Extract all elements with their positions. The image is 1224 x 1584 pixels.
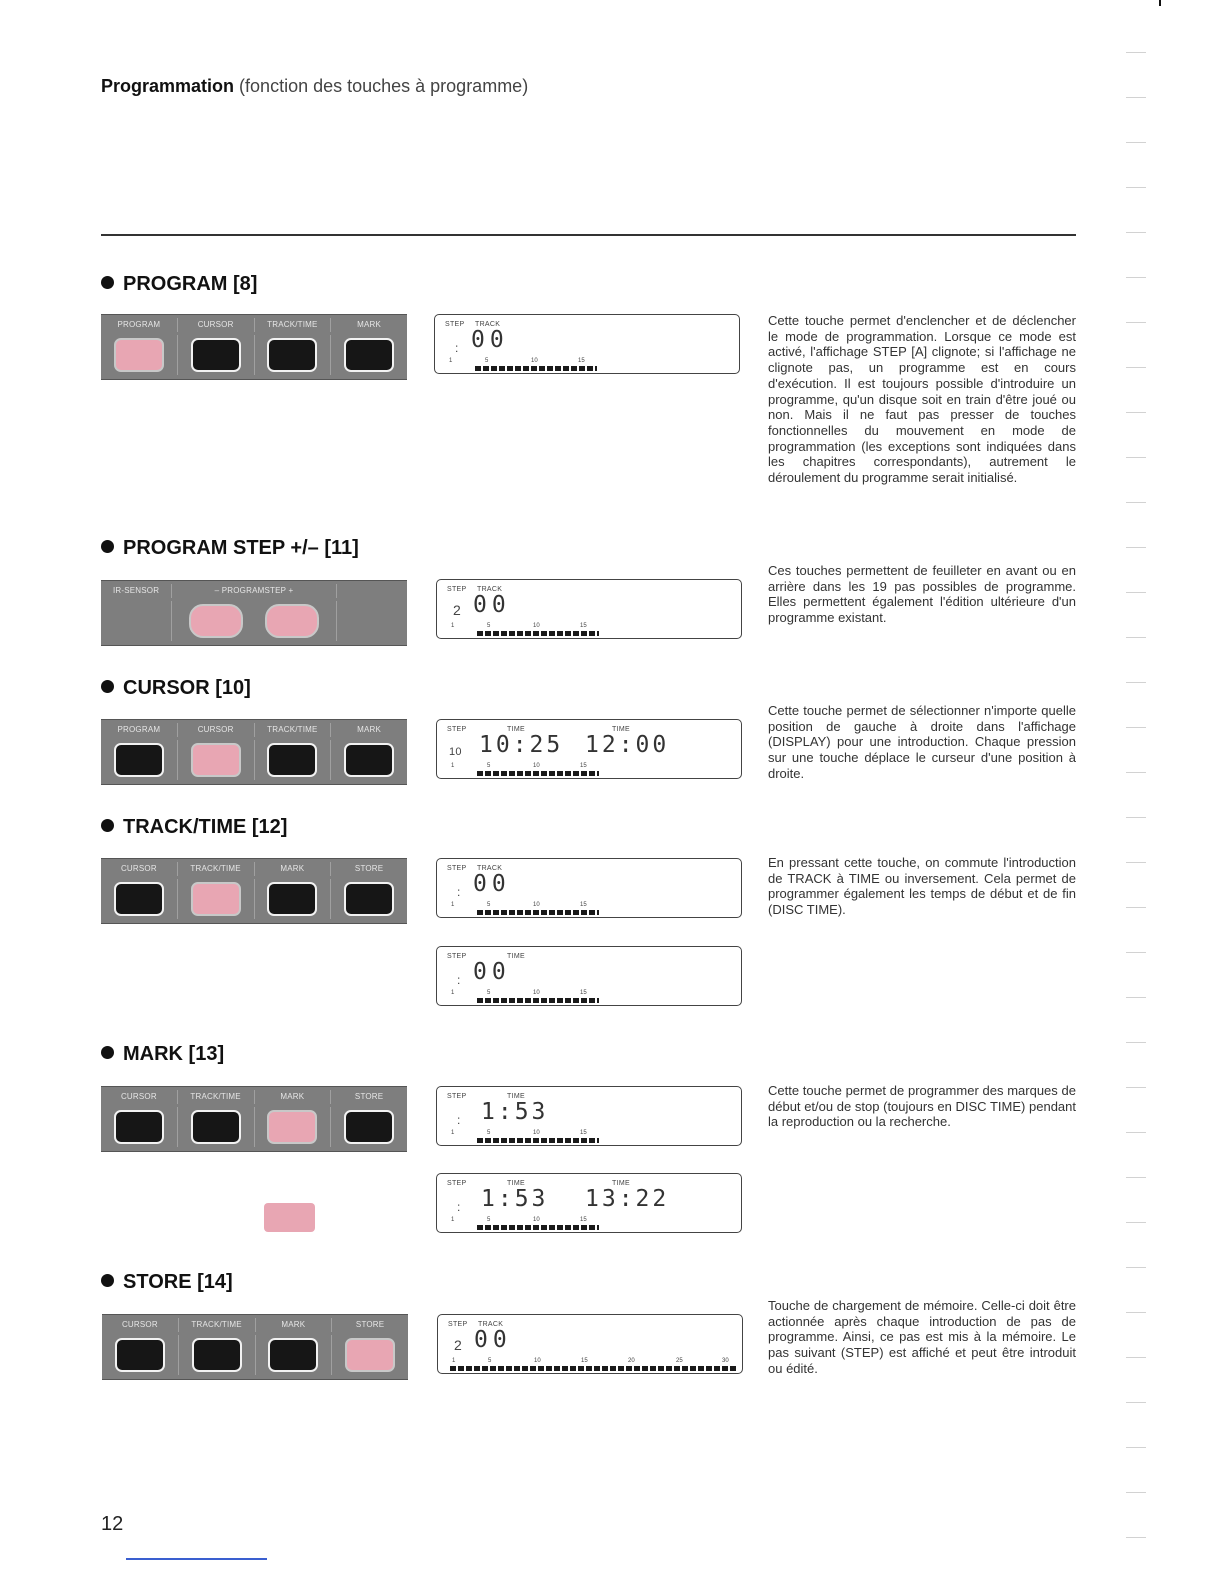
cursor-button-panel [101, 719, 407, 785]
program-step-description: Ces touches permettent de feuilleter en avant ou en arrière dans les 19 pas possibles de programme. Elles permettent également l'édition ultérieure d'un programme existant. [768, 563, 1076, 626]
store-key[interactable] [344, 882, 394, 916]
lcd-mode-label-2: TIME [612, 726, 630, 733]
lcd-digits: 00 [473, 959, 511, 985]
lcd-display-b [436, 946, 742, 1006]
bullet-icon [101, 819, 114, 832]
panel-label: TRACK/TIME [178, 862, 255, 876]
lcd-mode-label: TRACK [477, 586, 503, 593]
section-title-text: STORE [14] [123, 1271, 233, 1293]
bullet-icon [101, 1274, 114, 1287]
lcd-mode-label: TIME [507, 726, 525, 733]
lcd-tick: 5 [487, 1217, 491, 1223]
section-title-track-time [101, 816, 287, 839]
page-subtitle: (fonction des touches à programme) [239, 76, 529, 96]
lcd-display [436, 719, 742, 779]
panel-label: TRACK/TIME [179, 1318, 256, 1332]
lcd-step-bar [477, 998, 599, 1003]
lcd-step-bar [477, 1138, 599, 1143]
lcd-tick: 10 [533, 1130, 540, 1136]
lcd-step-label: STEP [447, 953, 467, 960]
lcd-display [437, 1314, 743, 1374]
lcd-mode-label: TRACK [478, 1321, 504, 1328]
lcd-tick: 10 [533, 990, 540, 996]
lcd-mode-label: TIME [507, 953, 525, 960]
program-step-panel [101, 580, 407, 646]
panel-label: MARK [357, 320, 382, 329]
lcd-tick: 5 [487, 1130, 491, 1136]
bullet-icon [101, 540, 114, 553]
mark-button-panel [101, 1086, 407, 1152]
lcd-step-number: 2 [454, 1337, 463, 1353]
bullet-icon [101, 1046, 114, 1059]
lcd-tick: 30 [722, 1358, 729, 1364]
lcd-display [434, 314, 740, 374]
lcd-step-number: 2 [453, 602, 462, 618]
track-time-key[interactable] [191, 1110, 241, 1144]
section-title-mark [101, 1043, 224, 1066]
lcd-digits: 1:53 [481, 1099, 549, 1125]
program-step-plus-key[interactable] [265, 604, 319, 638]
lcd-display [436, 858, 742, 918]
panel-label: TRACK/TIME [178, 1090, 255, 1104]
lcd-digits-2: 13:22 [585, 1186, 670, 1212]
lcd-step-bar [450, 1366, 736, 1371]
lcd-step-label: STEP [447, 1093, 467, 1100]
section-title-text: PROGRAM [8] [123, 273, 258, 295]
lcd-step-number: : [457, 1200, 461, 1214]
lcd-tick: 25 [676, 1358, 683, 1364]
lcd-tick: 10 [533, 902, 540, 908]
panel-label: CURSOR [101, 862, 178, 876]
store-button-panel [102, 1314, 408, 1380]
lcd-tick: 10 [533, 1217, 540, 1223]
panel-label: STORE [355, 1320, 385, 1329]
lcd-step-number: 10 [449, 746, 462, 758]
lcd-tick: 1 [451, 1217, 455, 1223]
header-rule [101, 234, 1076, 236]
track-time-key[interactable] [192, 1338, 242, 1372]
cursor-key[interactable] [191, 338, 241, 372]
lcd-tick: 5 [487, 623, 491, 629]
lcd-mode-label: TRACK [475, 321, 501, 328]
section-title-cursor [101, 677, 251, 700]
lcd-step-number: : [457, 973, 461, 987]
program-key[interactable] [114, 743, 164, 777]
mark-key[interactable] [344, 743, 394, 777]
lcd-step-label: STEP [447, 865, 467, 872]
lcd-tick: 20 [628, 1358, 635, 1364]
lcd-step-number: : [457, 885, 461, 899]
lcd-tick: 15 [581, 1358, 588, 1364]
lcd-step-bar [475, 366, 597, 371]
lcd-step-number: : [457, 1113, 461, 1127]
lcd-tick: 15 [580, 1130, 587, 1136]
lcd-tick: 10 [534, 1358, 541, 1364]
lcd-tick: 15 [580, 623, 587, 629]
lcd-digits: 1:53 [481, 1186, 549, 1212]
panel-label: MARK [357, 725, 382, 734]
lcd-tick: 1 [451, 902, 455, 908]
cursor-description: Cette touche permet de sélectionner n'importe quelle position de gauche à droite dans l'affichage (DISPLAY) pour une introduction. Chaque pression sur une touche déplace le curseur d'une position à droite. [768, 703, 1076, 781]
lcd-step-bar [477, 631, 599, 636]
corner-mark [1159, 0, 1161, 6]
lcd-tick: 15 [580, 1217, 587, 1223]
lcd-mode-label: TIME [507, 1093, 525, 1100]
section-title-text: PROGRAM STEP +/– [11] [123, 537, 359, 559]
section-title-program [101, 273, 257, 296]
lcd-step-bar [477, 910, 599, 915]
cursor-key[interactable] [115, 1338, 165, 1372]
lcd-step-label: STEP [448, 1321, 468, 1328]
panel-label: TRACK/TIME [255, 723, 332, 737]
lcd-tick: 5 [487, 763, 491, 769]
section-title-store [101, 1271, 233, 1294]
mark-key[interactable] [267, 882, 317, 916]
lcd-tick: 1 [449, 358, 453, 364]
lcd-step-number: : [455, 341, 459, 355]
lcd-tick: 1 [451, 990, 455, 996]
lcd-step-label: STEP [447, 586, 467, 593]
lcd-tick: 1 [452, 1358, 456, 1364]
lcd-tick: 15 [580, 763, 587, 769]
bullet-icon [101, 680, 114, 693]
lcd-tick: 5 [485, 358, 489, 364]
page-header [101, 76, 528, 97]
store-key[interactable] [345, 1338, 395, 1372]
panel-label: CURSOR [102, 1318, 179, 1332]
panel-label: CURSOR [178, 723, 255, 737]
track-time-key[interactable] [191, 882, 241, 916]
mark-key[interactable] [344, 338, 394, 372]
panel-label: – PROGRAMSTEP + [172, 584, 337, 598]
lcd-tick: 1 [451, 623, 455, 629]
pink-key-swatch [264, 1203, 315, 1232]
panel-label [337, 584, 407, 598]
panel-label: CURSOR [101, 1090, 178, 1104]
lcd-tick: 1 [451, 1130, 455, 1136]
mark-key[interactable] [268, 1338, 318, 1372]
panel-label: TRACK/TIME [255, 318, 332, 332]
lcd-display [436, 1086, 742, 1146]
lcd-tick: 15 [580, 902, 587, 908]
panel-label: CURSOR [178, 318, 255, 332]
cursor-key[interactable] [191, 743, 241, 777]
lcd-digits: 10:25 [479, 732, 564, 758]
section-title-text: CURSOR [10] [123, 677, 251, 699]
lcd-mode-label: TIME [507, 1180, 525, 1187]
bullet-icon [101, 276, 114, 289]
blue-underline [126, 1558, 267, 1560]
mark-description: Cette touche permet de programmer des marques de début et/ou de stop (toujours en DISC TIME) pendant la reproduction ou la recherche. [768, 1083, 1076, 1130]
panel-label: STORE [354, 1092, 384, 1101]
lcd-tick: 10 [533, 623, 540, 629]
program-description: Cette touche permet d'enclencher et de déclencher le mode de programmation. Lorsque ce mode est activé, l'affichage STEP [A] clignote; si l'affichage ne clignote pas, un programme est en cours d'exécution. Il est toujours possible d'introduire un programme, qu'un disque soit en train d'être joué ou non. Mais il ne faut pas presser de touches fonctionnelles du mouvement en mode de programmation (les exceptions sont indiquées dans les chapitres correspondants), autrement le déroulement du programme serait initialisé. [768, 313, 1076, 486]
lcd-digits: 00 [474, 1327, 512, 1353]
lcd-tick: 5 [488, 1358, 492, 1364]
page-title: Programmation [101, 76, 235, 96]
lcd-digits: 00 [471, 327, 509, 353]
lcd-digits-2: 12:00 [585, 732, 670, 758]
lcd-tick: 5 [487, 990, 491, 996]
cursor-key[interactable] [114, 1110, 164, 1144]
lcd-digits: 00 [473, 871, 511, 897]
program-key[interactable] [114, 338, 164, 372]
track-time-key[interactable] [267, 743, 317, 777]
section-title-text: TRACK/TIME [12] [123, 816, 288, 838]
store-description: Touche de chargement de mémoire. Celle-ci doit être actionnée après chaque introduction de pas de programme. Ainsi, ce pas est mis à la mémoire. Le pas suivant (STEP) est affiché et peut être introduit ou édité. [768, 1298, 1076, 1376]
lcd-mode-label: TRACK [477, 865, 503, 872]
store-key[interactable] [344, 1110, 394, 1144]
lcd-tick: 10 [531, 358, 538, 364]
mark-key[interactable] [267, 1110, 317, 1144]
lcd-tick: 15 [580, 990, 587, 996]
lcd-step-label: STEP [447, 1180, 467, 1187]
lcd-tick: 15 [578, 358, 585, 364]
lcd-display [436, 579, 742, 639]
track-time-button-panel [101, 858, 407, 924]
lcd-display-b [436, 1173, 742, 1233]
track-time-description: En pressant cette touche, on commute l'introduction de TRACK à TIME ou inversement. Cela permet de programmer également les temps de début et de fin (DISC TIME). [768, 855, 1076, 918]
panel-label: PROGRAM [101, 318, 178, 332]
lcd-mode-label-2: TIME [612, 1180, 630, 1187]
lcd-tick: 10 [533, 763, 540, 769]
lcd-step-bar [477, 771, 599, 776]
program-button-panel [101, 314, 407, 380]
program-step-minus-key[interactable] [189, 604, 243, 638]
lcd-tick: 1 [451, 763, 455, 769]
cursor-key[interactable] [114, 882, 164, 916]
margin-ticks [1126, 52, 1146, 1542]
lcd-tick: 5 [487, 902, 491, 908]
lcd-digits: 00 [473, 592, 511, 618]
panel-label: MARK [255, 1090, 332, 1104]
panel-label: PROGRAM [101, 723, 178, 737]
lcd-step-label: STEP [447, 726, 467, 733]
lcd-step-bar [477, 1225, 599, 1230]
panel-label: IR-SENSOR [101, 584, 172, 598]
section-title-program-step [101, 537, 359, 560]
panel-label: STORE [354, 864, 384, 873]
panel-label: MARK [255, 862, 332, 876]
lcd-step-label: STEP [445, 321, 465, 328]
page-number: 12 [101, 1513, 124, 1535]
panel-label: MARK [256, 1318, 333, 1332]
track-time-key[interactable] [267, 338, 317, 372]
section-title-text: MARK [13] [123, 1043, 225, 1065]
